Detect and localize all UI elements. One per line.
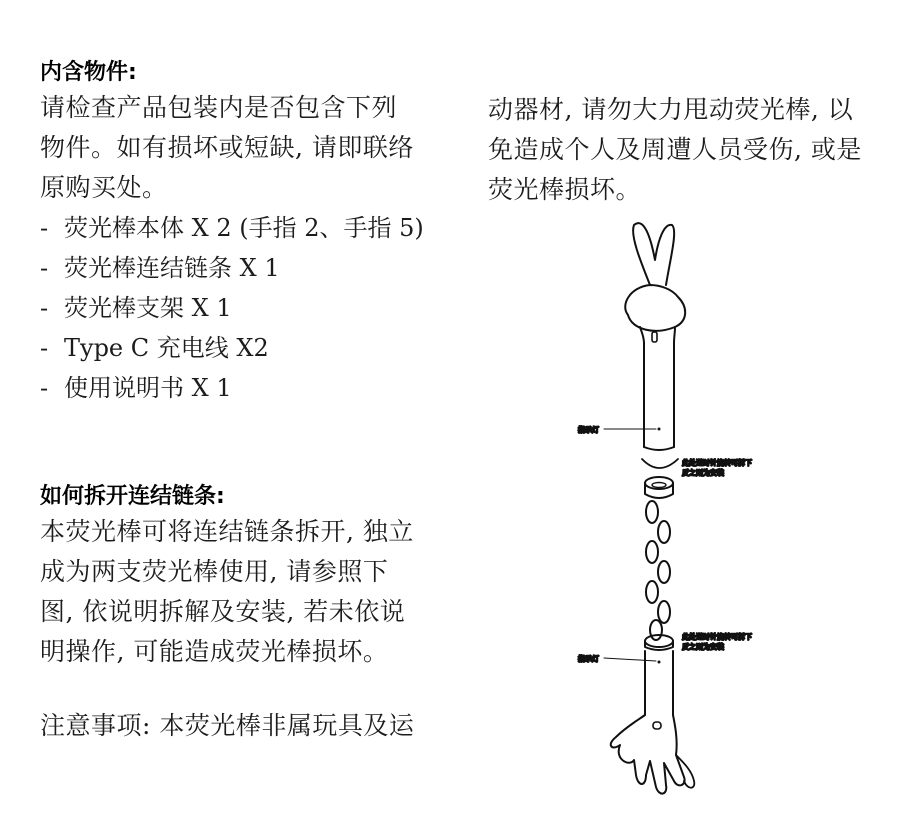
indicator-light-icon [658,428,661,431]
notice-continued: 动器材, 请勿大力甩动荧光棒, 以免造成个人及周遭人员受伤, 或是荧光棒损坏。 [488,95,862,204]
contents-intro: 请检查产品包装内是否包含下列物件。如有损坏或短缺, 请即联络原购买处。 [40,93,414,202]
list-item: - Type C 充电线 X2 [40,334,269,362]
upper-hand-glowstick [625,223,685,450]
chain-link-icon [645,477,673,650]
twist-arrow-icon [642,459,678,468]
two-fingers-icon [633,223,674,285]
detach-body: 本荧光棒可将连结链条拆开, 独立成为两支荧光棒使用, 请参照下图, 依说明拆解及安装, 若未依说明操作, 可能造成荧光棒损坏。 [40,517,414,666]
twist-note-lower-2: 反之则为安装 [682,643,724,651]
indicator-label-lower: 指示灯 [578,655,599,663]
twist-note-upper-2: 反之则为安装 [682,469,724,477]
contents-item-list [40,208,424,408]
button-icon [653,722,661,729]
lower-hand-glowstick [611,651,695,794]
contents-heading: 内含物件: [40,60,137,85]
button-icon [652,332,657,342]
glowstick-diagram [560,215,820,805]
leader-line [604,658,656,661]
indicator-label-upper: 指示灯 [578,426,599,434]
list-item: - 荧光棒支架 X 1 [40,294,232,322]
list-item: - 使用说明书 X 1 [40,374,232,402]
list-item: - 荧光棒连结链条 X 1 [40,254,280,282]
notice-start: 注意事项: 本荧光棒非属玩具及运 [40,711,415,740]
twist-note-lower-1: 此处逆时针旋转可拆下 [682,633,752,641]
twist-note-upper-1: 此处逆时针旋转可拆下 [682,459,752,467]
list-item: - 荧光棒本体 X 2 (手指 2、手指 5) [40,214,424,242]
detach-heading: 如何拆开连结链条: [40,484,225,509]
indicator-light-icon [658,661,661,664]
